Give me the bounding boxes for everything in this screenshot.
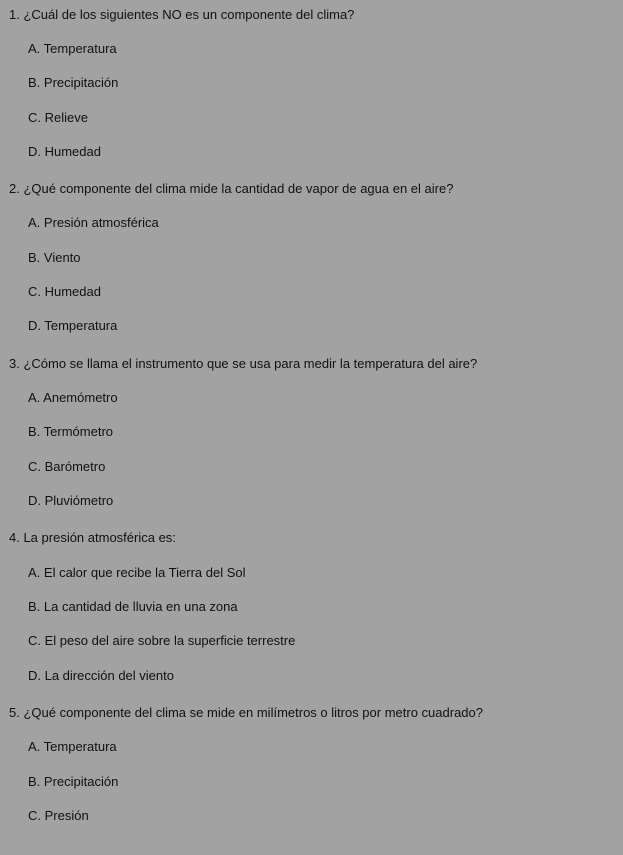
- question-4-option-d: D. La dirección del viento: [28, 668, 174, 683]
- question-3-option-c: C. Barómetro: [28, 459, 106, 474]
- question-4-option-a: A. El calor que recibe la Tierra del Sol: [28, 565, 246, 580]
- question-5-option-c: C. Presión: [28, 808, 89, 823]
- question-3-option-d: D. Pluviómetro: [28, 493, 114, 508]
- question-5-option-b: B. Precipitación: [28, 774, 119, 789]
- question-5-text: 5. ¿Qué componente del clima se mide en milímetros o litros por metro cuadrado?: [9, 705, 483, 720]
- question-2-option-d: D. Temperatura: [28, 318, 118, 333]
- question-1-text: 1. ¿Cuál de los siguientes NO es un componente del clima?: [9, 7, 355, 22]
- question-1-option-c: C. Relieve: [28, 110, 88, 125]
- question-2-option-b: B. Viento: [28, 250, 81, 265]
- question-2-text: 2. ¿Qué componente del clima mide la cantidad de vapor de agua en el aire?: [9, 181, 454, 196]
- question-4-option-c: C. El peso del aire sobre la superficie terrestre: [28, 633, 296, 648]
- question-2-option-c: C. Humedad: [28, 284, 101, 299]
- question-3-option-a: A. Anemómetro: [28, 390, 118, 405]
- question-1-option-d: D. Humedad: [28, 144, 101, 159]
- question-4-option-b: B. La cantidad de lluvia en una zona: [28, 599, 238, 614]
- question-2-option-a: A. Presión atmosférica: [28, 215, 159, 230]
- question-1-option-b: B. Precipitación: [28, 75, 119, 90]
- question-5-option-a: A. Temperatura: [28, 739, 117, 754]
- question-1-option-a: A. Temperatura: [28, 41, 117, 56]
- question-3-option-b: B. Termómetro: [28, 424, 114, 439]
- question-4-text: 4. La presión atmosférica es:: [9, 530, 176, 545]
- question-3-text: 3. ¿Cómo se llama el instrumento que se usa para medir la temperatura del aire?: [9, 356, 478, 371]
